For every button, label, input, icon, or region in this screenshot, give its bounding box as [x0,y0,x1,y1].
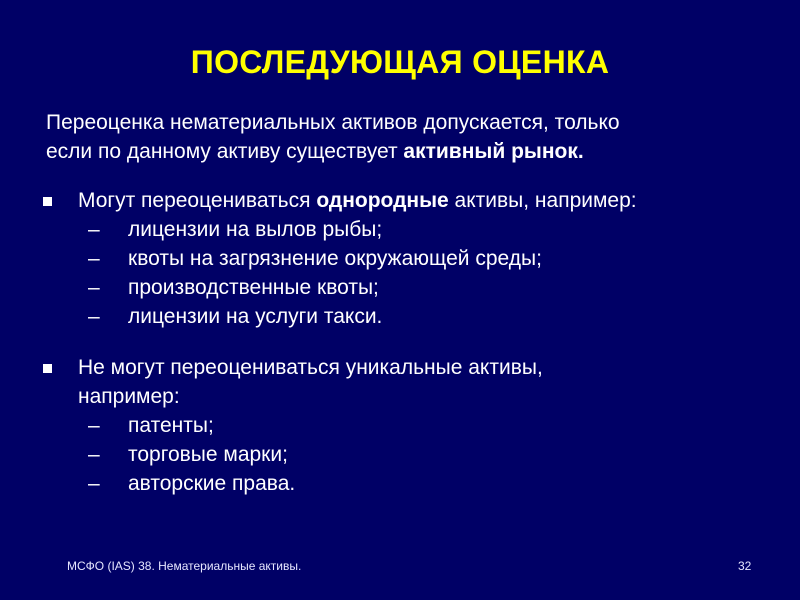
list-item [40,469,780,498]
dash-bullet: – [88,247,100,270]
list-item [40,244,780,273]
list-item [40,215,780,244]
intro-line-2 [46,137,766,166]
bullet-1-heading [40,186,780,215]
bullet-2-line-1: Не могут переоцениваться уникальные активы, [78,356,543,379]
dash-bullet: – [88,276,100,299]
dash-bullet: – [88,443,100,466]
bullet-2-line-2: например: [78,385,180,408]
bullet-unique-assets [40,353,780,498]
bullet-1-emphasis: однородные [316,189,449,212]
bullet-1-suffix: активы, например: [448,189,637,212]
square-bullet-icon [43,364,52,373]
bullet-2-continuation [40,382,780,411]
list-item [40,273,780,302]
dash-bullet: – [88,414,100,437]
intro-paragraph [46,108,766,166]
list-item [40,440,780,469]
dash-bullet: – [88,305,100,328]
list-item-text: авторские права. [128,472,296,495]
list-item-text: торговые марки; [128,443,288,466]
slide-title: ПОСЛЕДУЮЩАЯ ОЦЕНКА [190,44,610,80]
list-item-text: патенты; [128,414,214,437]
bullet-2-heading [40,353,780,382]
list-item-text: лицензии на вылов рыбы; [128,218,383,241]
page-number: 32 [738,559,752,573]
list-item [40,302,780,331]
dash-bullet: – [88,218,100,241]
bullet-homogeneous-assets [40,186,780,331]
dash-bullet: – [88,472,100,495]
list-item-text: производственные квоты; [128,276,379,299]
bullet-1-prefix: Могут переоцениваться [78,189,317,212]
list-item-text: лицензии на услуги такси. [128,305,383,328]
intro-line-2-text: если по данному активу существует [46,140,404,163]
list-item [40,411,780,440]
list-item-text: квоты на загрязнение окружающей среды; [128,247,542,270]
intro-line-1: Переоценка нематериальных активов допускается, только [46,111,620,134]
intro-line-2-emphasis: активный рынок. [403,140,584,163]
square-bullet-icon [43,197,52,206]
slide-footer: МСФО (IAS) 38. Нематериальные активы. [67,559,302,573]
